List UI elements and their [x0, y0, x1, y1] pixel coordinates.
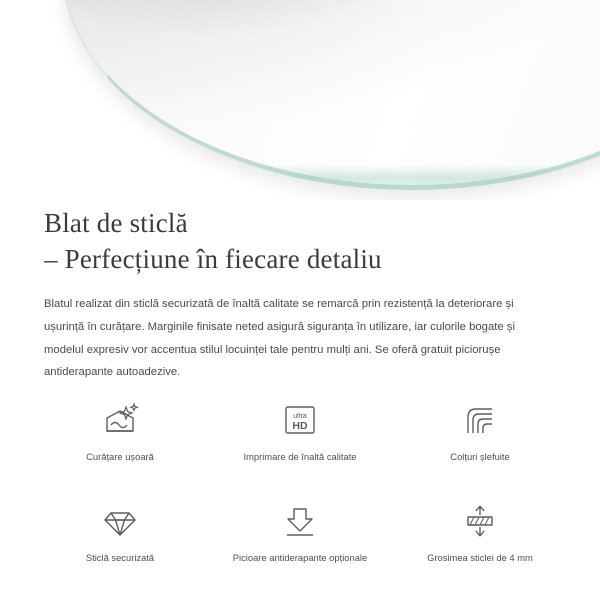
thickness-arrows-icon — [460, 499, 500, 543]
feature-item-print-quality — [210, 398, 390, 463]
feature-item-glass-thickness — [390, 499, 570, 564]
glass-tabletop-graphic — [62, 0, 600, 190]
diamond-icon — [100, 499, 140, 543]
svg-text:ultra: ultra — [293, 413, 307, 420]
feature-item-polished-corners — [390, 398, 570, 463]
feature-item-easy-cleaning — [30, 398, 210, 463]
hero-image — [0, 0, 600, 200]
feature-label: Sticlă securizată — [85, 552, 155, 564]
feature-label: Grosimea sticlei de 4 mm — [427, 552, 533, 564]
sparkle-cloth-icon — [99, 398, 141, 442]
feature-label: Curățare ușoară — [86, 451, 154, 462]
feature-item-non-slip-feet — [210, 499, 390, 564]
description-block — [0, 205, 600, 384]
feature-label: Picioare antiderapante opționale — [232, 552, 368, 564]
feature-label: Imprimare de înaltă calitate — [243, 451, 357, 462]
ultra-hd-icon — [280, 398, 320, 442]
svg-text:HD: HD — [292, 420, 308, 432]
feature-label: Colțuri șlefuite — [450, 451, 510, 462]
polished-corners-icon — [460, 398, 500, 442]
page-title — [44, 205, 556, 277]
non-slip-feet-icon — [280, 499, 320, 543]
feature-grid — [0, 398, 600, 564]
page-title-line-1: Blat de sticlă — [44, 208, 188, 238]
gold-veins-graphic — [62, 0, 600, 190]
description-paragraph: Blatul realizat din sticlă securizată de înaltă calitate se remarcă prin rezistență la deteriorare și ușurință în curățare. Marginile finisate neted asigură siguranța în utilizare, iar culorile bogate și modelul expresiv vor accentua stilul locuinței tale pentru mulți ani. Se oferă gratuit piciorușe antiderapante autoadezive. — [44, 298, 515, 379]
page-title-line-2: – Perfecțiune în fiecare detaliu — [44, 244, 382, 275]
feature-item-tempered-glass — [30, 499, 210, 564]
